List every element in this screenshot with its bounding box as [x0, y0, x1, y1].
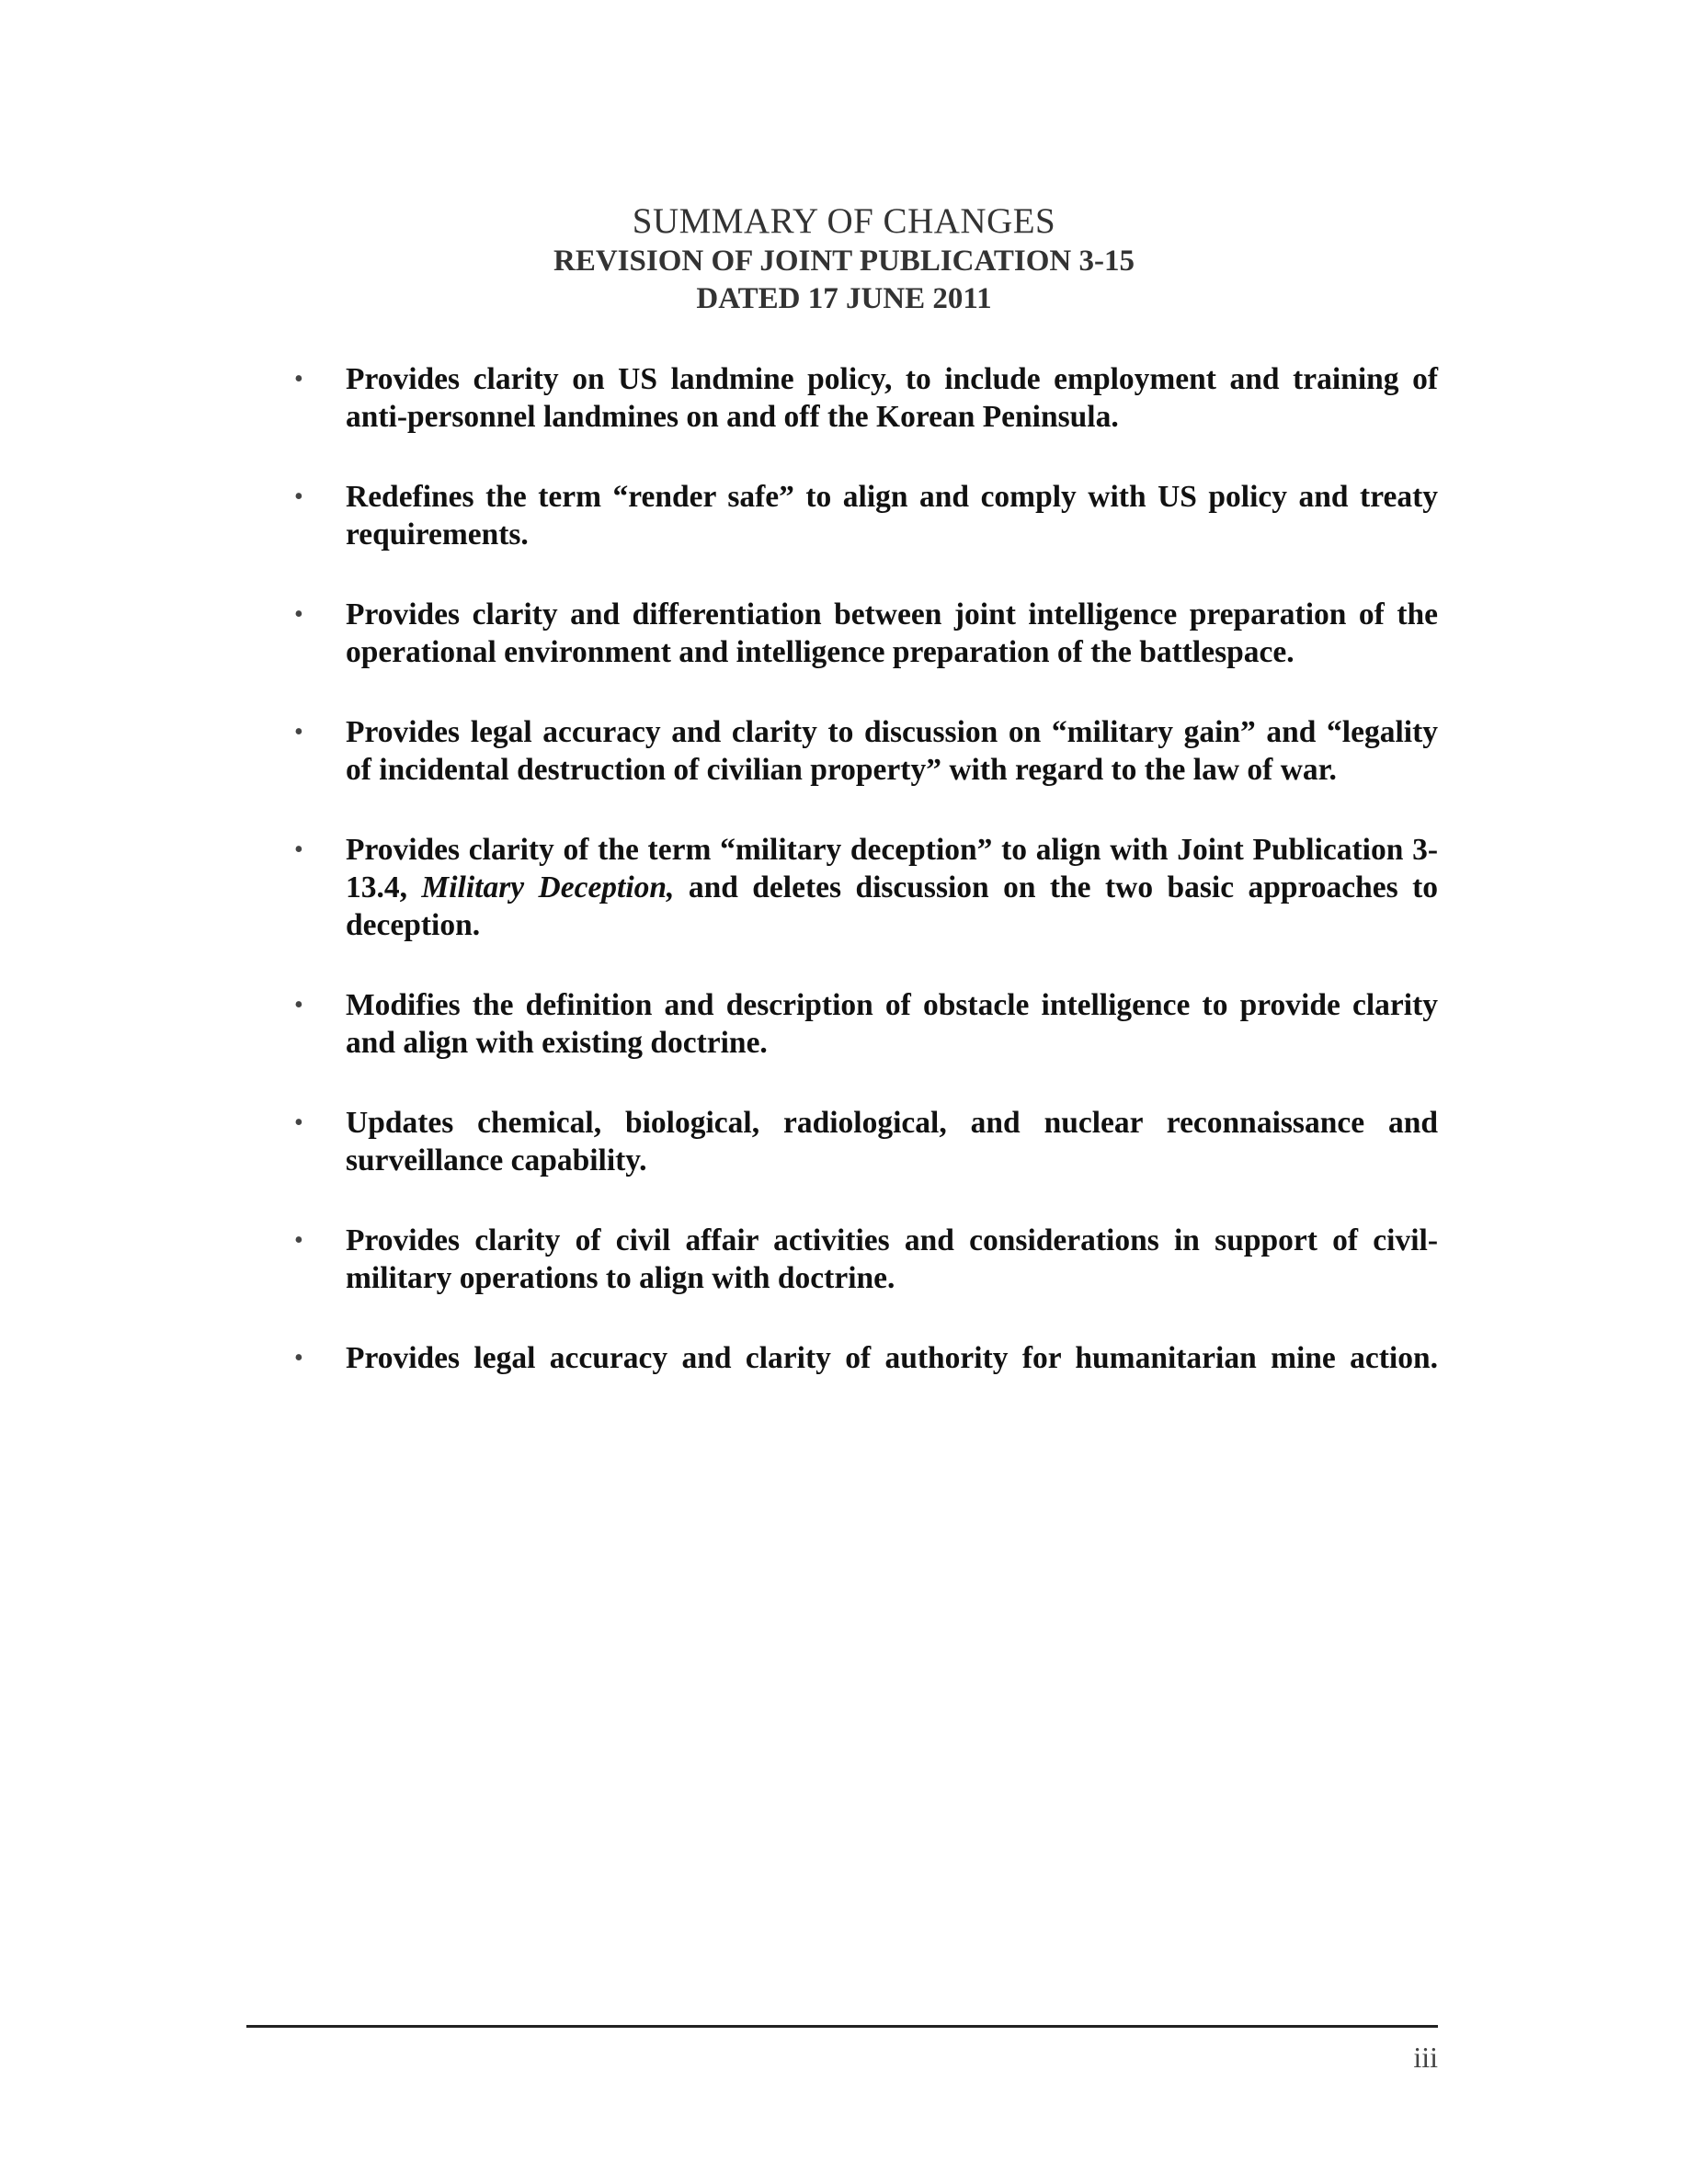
list-item-text: Provides legal accuracy and clarity of authority for humanitarian mine action. [346, 1341, 1438, 1375]
publication-title-italic: Military Deception, [421, 870, 675, 904]
list-item [294, 478, 1438, 553]
list-item-text: Redefines the term “render safe” to align and comply with US policy and treaty requirements. [346, 480, 1438, 552]
list-item [294, 713, 1438, 789]
list-item [294, 360, 1438, 436]
list-item-text-part: and deletes discussion on the two basic approaches to deception. [346, 870, 1439, 942]
bullet-icon: • [294, 600, 303, 629]
summary-heading [0, 200, 1688, 318]
list-item [294, 986, 1438, 1062]
bullet-icon: • [294, 1226, 303, 1255]
footer-rule [246, 2025, 1438, 2028]
list-item [294, 1339, 1438, 1377]
bullet-icon: • [294, 1344, 303, 1372]
list-item-text: Updates chemical, biological, radiological, and nuclear reconnaissance and surveillance capability. [346, 1106, 1438, 1177]
page-number: iii [1413, 2041, 1438, 2074]
list-item [294, 1104, 1438, 1179]
bullet-icon: • [294, 1109, 303, 1137]
bullet-icon: • [294, 718, 303, 746]
list-item [294, 831, 1438, 944]
list-item-text: Provides clarity and differentiation between joint intelligence preparation of the operational environment and intelligence preparation of the battlespace. [346, 597, 1438, 669]
bullet-icon: • [294, 836, 303, 864]
list-item-text: Provides clarity of civil affair activities and considerations in support of civil-military operations to align with doctrine. [346, 1223, 1438, 1295]
bullet-icon: • [294, 365, 303, 393]
bullet-icon: • [294, 991, 303, 1019]
list-item-text: Provides clarity on US landmine policy, to include employment and training of anti-personnel landmines on and off the Korean Peninsula. [346, 362, 1438, 434]
bullet-icon: • [294, 483, 303, 511]
publication-date-line: DATED 17 JUNE 2011 [696, 282, 992, 315]
page-title: SUMMARY OF CHANGES [632, 201, 1056, 241]
list-item-text: Modifies the definition and description of obstacle intelligence to provide clarity and align with existing doctrine. [346, 988, 1438, 1060]
publication-revision-line: REVISION OF JOINT PUBLICATION 3-15 [553, 245, 1135, 278]
list-item-text [346, 831, 1438, 944]
list-item-text: Provides legal accuracy and clarity to discussion on “military gain” and “legality of incidental destruction of civilian property” with regard to the law of war. [346, 715, 1438, 787]
list-item-text-part: Provides clarity of the term “military deception” to align with Joint Publication 3-13.4, [346, 833, 1438, 904]
list-item [294, 1222, 1438, 1297]
changes-list [294, 360, 1438, 1419]
list-item [294, 596, 1438, 671]
